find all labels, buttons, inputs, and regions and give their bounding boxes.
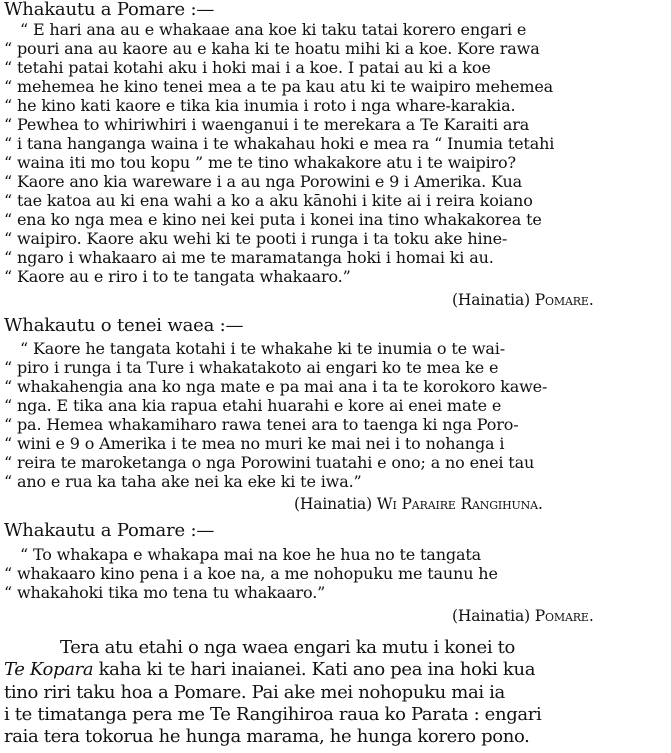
text-line: “ Kaore ano kia wareware i a au nga Porowini e 9 i Amerika. Kua: [4, 172, 523, 191]
paragraph-line: Tera atu etahi o nga waea engari ka mutu i konei to: [60, 637, 515, 658]
signature-name: Wi Paraire Rangihuna.: [376, 495, 543, 513]
signature-prefix: (Hainatia): [294, 495, 372, 513]
publication-title: Te Kopara: [4, 659, 94, 680]
text-line: “ whakaaro kino pena i a koe na, a me nohopuku me taunu he: [4, 564, 498, 583]
text-line: “ i tana hanganga waina i te whakahau hoki e mea ra “ Inumia tetahi: [4, 134, 555, 153]
text-line: “ E hari ana au e whakaae ana koe ki taku tatai korero engari e: [20, 20, 527, 39]
text-line: “ tetahi patai kotahi aku i hoki mai i a koe. I patai au ki a koe: [4, 58, 491, 77]
signature-prefix: (Hainatia): [452, 291, 530, 309]
text-line: “ wini e 9 o Amerika i te mea no muri ke mai nei i to nohanga i: [4, 434, 505, 453]
text-line: “ To whakapa e whakapa mai na koe he hua no te tangata: [20, 545, 482, 564]
paragraph-line: tino riri taku hoa a Pomare. Pai ake mei nohopuku mai ia: [4, 682, 505, 703]
text-line: “ ano e rua ka taha ake nei ka eke ki te iwa.”: [4, 472, 362, 491]
text-line: “ Kaore au e riro i to te tangata whakaaro.”: [4, 267, 351, 286]
text-line: “ reira te maroketanga o nga Porowini tuatahi e ono; a no enei tau: [4, 453, 535, 472]
signature-name: Pomare.: [534, 291, 594, 309]
text-line: “ whakahengia ana ko nga mate e pa mai ana i ta te korokoro kawe-: [4, 377, 548, 396]
text-line: “ waipiro. Kaore aku wehi ki te pooti i runga i ta toku ake hine-: [4, 229, 508, 248]
paragraph-line-rest: kaha ki te hari inaianei. Kati ano pea ina hoki kua: [93, 659, 536, 680]
paragraph-line: [4, 660, 535, 679]
text-line: “ ena ko nga mea e kino nei kei puta i konei ina tino whakakorea te: [4, 210, 542, 229]
text-line: “ pa. Hemea whakamiharo rawa tenei ara to taenga ki nga Poro-: [4, 415, 519, 434]
text-line: “ ngaro i whakaaro ai me te maramatanga hoki i homai ki au.: [4, 248, 494, 267]
text-line: “ waina iti mo tou kopu ” me te tino whakakore atu i te waipiro?: [4, 153, 516, 172]
section-heading: Whakautu a Pomare :—: [4, 0, 215, 20]
signature: [452, 291, 594, 310]
signature-prefix: (Hainatia): [452, 607, 530, 625]
text-line: “ piro i runga i ta Ture i whakatakoto ai engari ko te mea ke e: [4, 358, 499, 377]
text-line: “ Pewhea to whiriwhiri i waenganui i te merekara a Te Karaiti ara: [4, 115, 530, 134]
signature: [452, 607, 594, 626]
section-heading: Whakautu a Pomare :—: [4, 520, 215, 541]
text-line: “ he kino kati kaore e tika kia inumia i roto i nga whare-karakia.: [4, 96, 516, 115]
text-line: “ Kaore he tangata kotahi i te whakahe ki te inumia o te wai-: [20, 339, 506, 358]
text-line: “ nga. E tika ana kia rapua etahi huarahi e kore ai enei mate e: [4, 396, 502, 415]
signature-name: Pomare.: [534, 607, 594, 625]
text-line: “ mehemea he kino tenei mea a te pa kau atu ki te waipiro mehemea: [4, 77, 554, 96]
paragraph-line: i te timatanga pera me Te Rangihiroa raua ko Parata : engari: [4, 704, 542, 725]
text-line: “ pouri ana au kaore au e kaha ki te hoatu mihi ki a koe. Kore rawa: [4, 39, 540, 58]
section-heading: Whakautu o tenei waea :—: [4, 315, 244, 336]
paragraph-line: raia tera tokorua he hunga marama, he hunga korero pono.: [4, 726, 530, 747]
text-line: “ whakahoki tika mo tena tu whakaaro.”: [4, 583, 326, 602]
text-line: “ tae katoa au ki ena wahi a ko a aku kānohi i kite ai i reira koiano: [4, 191, 533, 210]
signature: [294, 495, 543, 514]
